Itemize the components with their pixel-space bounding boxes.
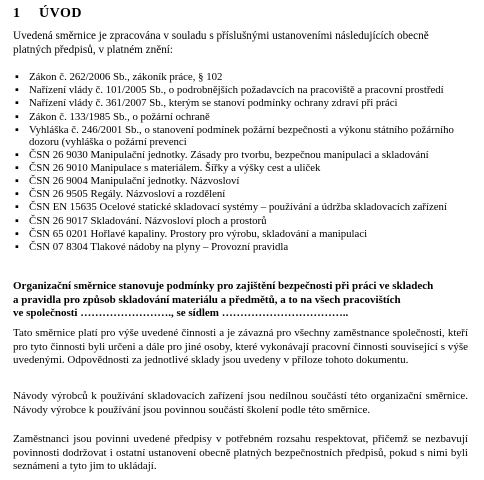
list-item: ▪ ČSN 26 9004 Manipulační jednotky. Názvosloví bbox=[15, 175, 240, 188]
intro-paragraph: Uvedená směrnice je zpracována v souladu s příslušnými ustanoveními následujících obecně platných předpisů, v platném znění: bbox=[13, 30, 429, 56]
list-item: ▪ ČSN EN 15635 Ocelové statické skladovací systémy – používání a údržba skladovacích zařízení bbox=[15, 201, 447, 214]
list-item: ▪ Zákon č. 133/1985 Sb., o požární ochraně bbox=[15, 110, 210, 123]
list-item: ▪ ČSN 26 9030 Manipulační jednotky. Zásady pro tvorbu, bezpečnou manipulaci a skladování bbox=[15, 148, 429, 161]
manufacturer-instructions-paragraph: Návody výrobců k používání skladovacích zařízení jsou nedílnou součástí této organizační směrnice. Návody výrobce k používání jsou povinnou součástí školení podle této směrnice. bbox=[13, 390, 468, 416]
bullet-icon: ▪ bbox=[15, 188, 19, 201]
list-item: ▪ Vyhláška č. 246/2001 Sb., o stanovení podmínek požární bezpečnosti a výkonu státního požárního dozoru (vyhláška o požární prevenci bbox=[15, 123, 454, 148]
bullet-icon: ▪ bbox=[15, 71, 19, 83]
section-title: ÚVOD bbox=[39, 6, 82, 21]
bullet-icon: ▪ bbox=[15, 161, 19, 174]
list-item: ▪ Nařízení vlády č. 101/2005 Sb., o podrobnějších požadavcích na pracoviště a pracovní prostředí bbox=[15, 84, 444, 97]
bullet-icon: ▪ bbox=[15, 201, 19, 214]
employee-obligations-paragraph: Zaměstnanci jsou povinni uvedené předpisy v potřebném rozsahu respektovat, přičemž se nezbavují povinnosti dodržovat i ostatní ustanovení obecně platných bezpečnostních předpisů, pokud s nimi byli seznámeni a tyto jim to ukládají. bbox=[13, 433, 468, 473]
list-item: ▪ Zákon č. 262/2006 Sb., zákoník práce, § 102 bbox=[15, 71, 223, 83]
applicability-paragraph: Tato směrnice platí pro výše uvedené činnosti a je závazná pro všechny zaměstnance společnosti, kteří pro tyto činnosti byli určeni a dále pro jiné osoby, které vykonávají pracovní činnosti související s výše uvedenými. Odpovědnosti za jednotlivé sklady jsou uvedeny v příloze tohoto dokumentu. bbox=[13, 327, 468, 367]
list-item: ▪ ČSN 07 8304 Tlakové nádoby na plyny – Provozní pravidla bbox=[15, 241, 289, 254]
list-item: ▪ ČSN 26 9017 Skladování. Názvosloví ploch a prostorů bbox=[15, 214, 267, 227]
bullet-icon: ▪ bbox=[15, 123, 19, 136]
list-item: ▪ Nařízení vlády č. 361/2007 Sb., kterým se stanoví podmínky ochrany zdraví při práci bbox=[15, 97, 398, 110]
list-item: ▪ ČSN 65 0201 Hořlavé kapaliny. Prostory pro výrobu, skladování a manipulaci bbox=[15, 227, 368, 240]
bullet-icon: ▪ bbox=[15, 148, 19, 161]
bullet-icon: ▪ bbox=[15, 97, 19, 110]
bullet-icon: ▪ bbox=[15, 227, 19, 240]
bullet-icon: ▪ bbox=[15, 214, 19, 227]
list-item: ▪ ČSN 26 9010 Manipulace s materiálem. Šířky a výšky cest a uliček bbox=[15, 161, 321, 174]
list-item: ▪ ČSN 26 9505 Regály. Názvosloví a rozdělení bbox=[15, 188, 226, 201]
bullet-icon: ▪ bbox=[15, 175, 19, 188]
bullet-icon: ▪ bbox=[15, 241, 19, 254]
bullet-icon: ▪ bbox=[15, 84, 19, 97]
section-heading bbox=[13, 6, 82, 22]
scope-statement: Organizační směrnice stanovuje podmínky pro zajištění bezpečnosti při práci ve skladech a pravidla pro způsob skladování materiálu a předmětů, a to na všech pracovištích ve společnosti ……………………., se sídlem …………………………….. bbox=[13, 280, 434, 320]
legal-regulations-list bbox=[13, 72, 473, 255]
section-number: 1 bbox=[13, 6, 21, 21]
bullet-icon: ▪ bbox=[15, 110, 19, 123]
